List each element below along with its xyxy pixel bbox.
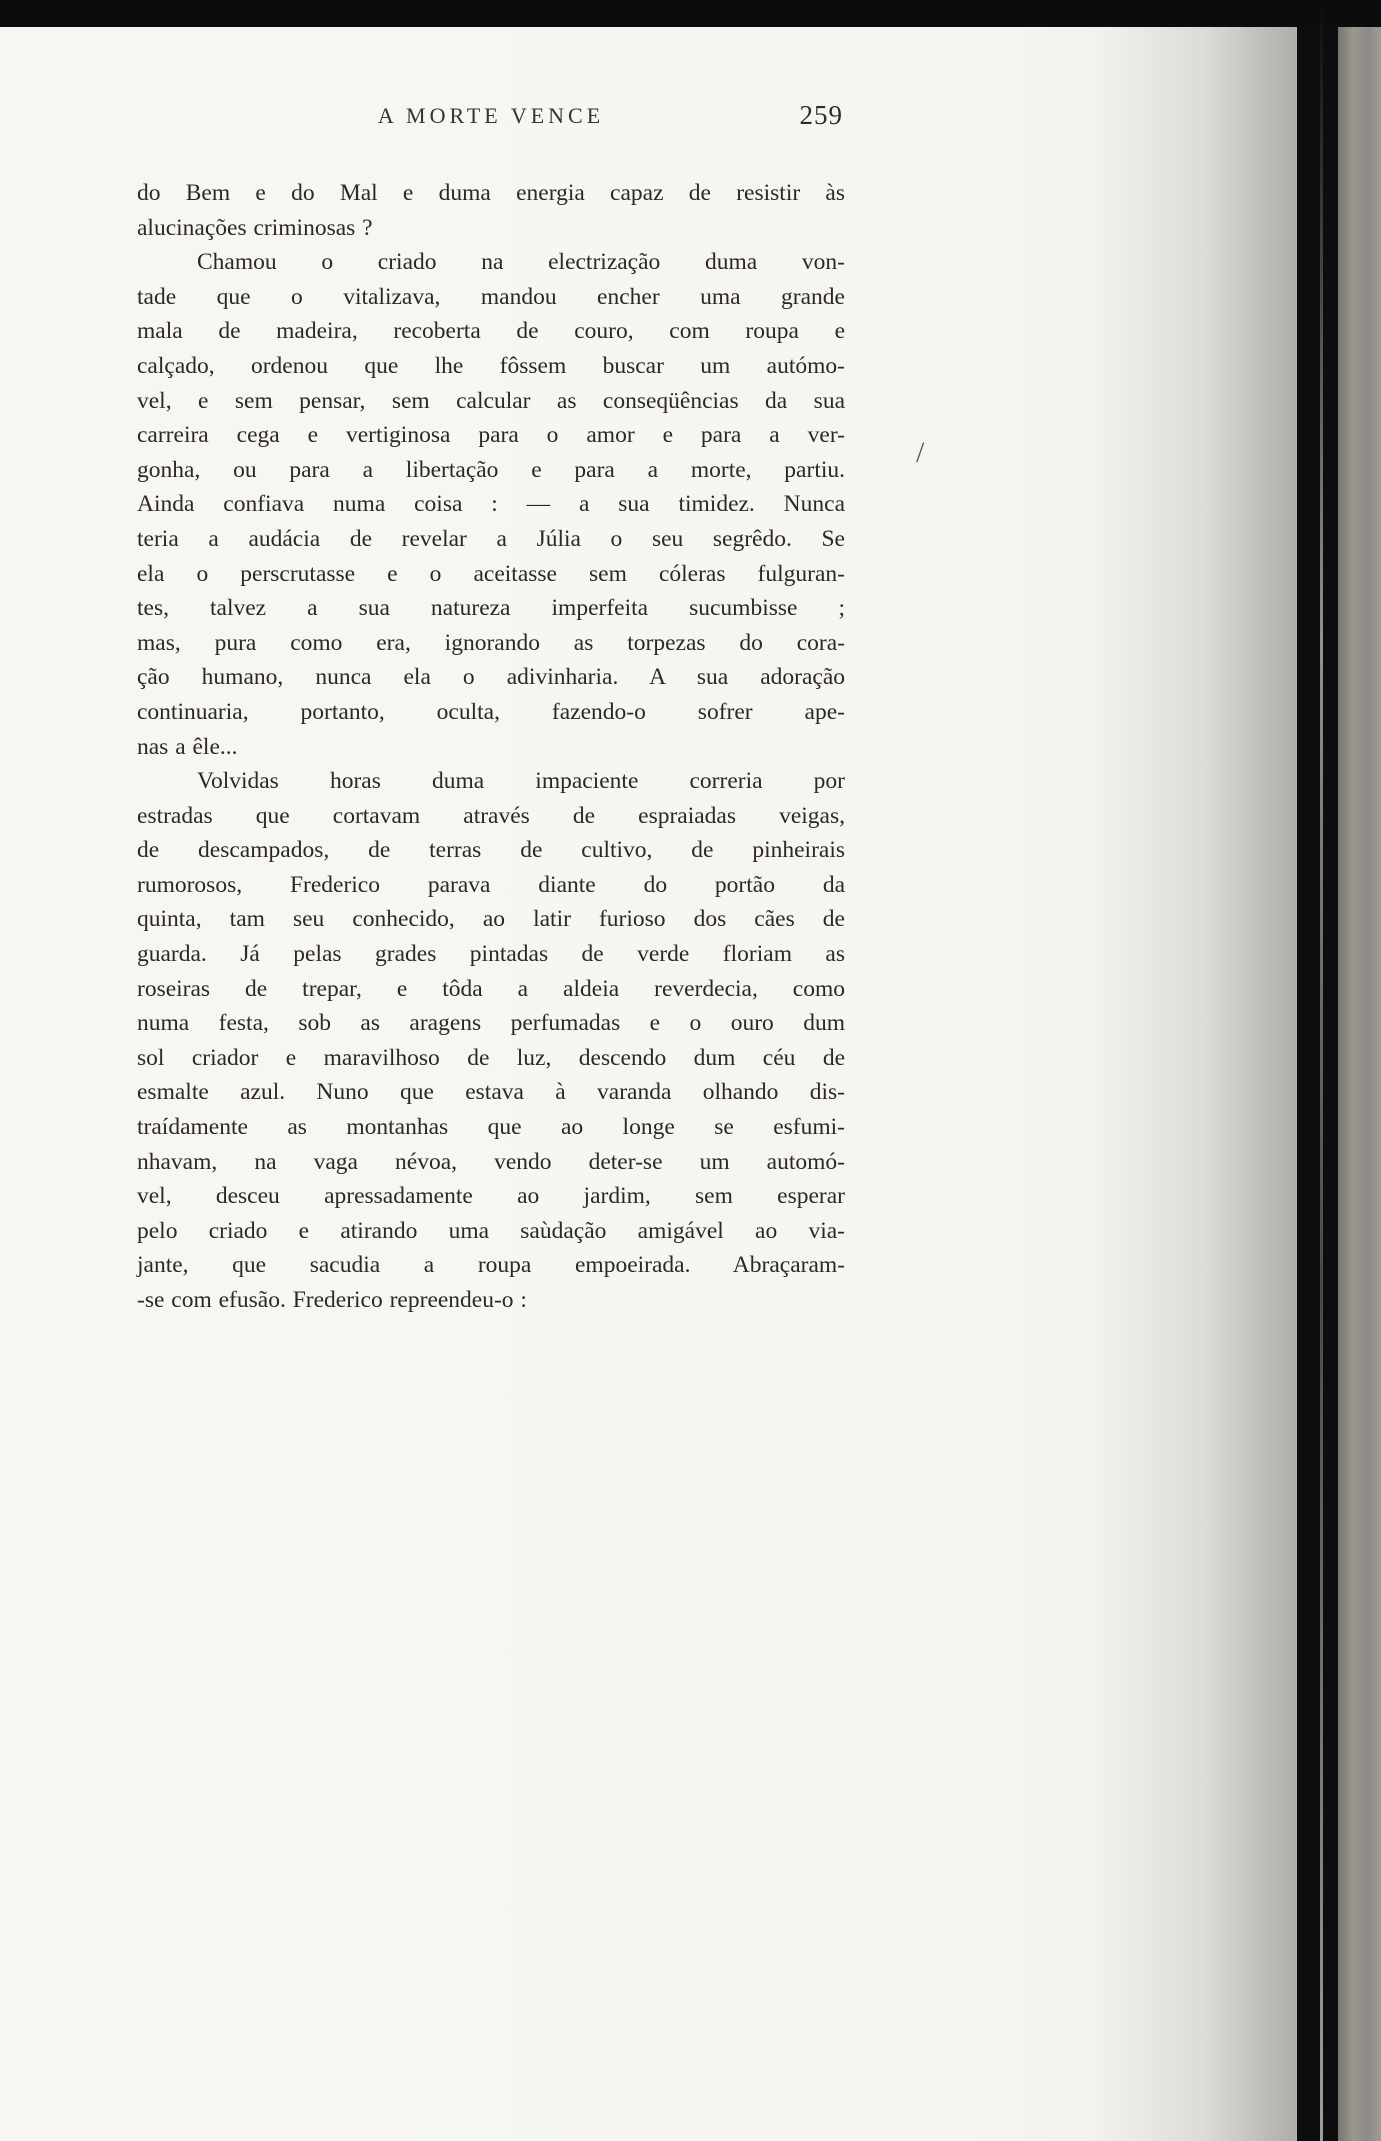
text-line: ção humano, nunca ela o adivinharia. A sua adoração xyxy=(137,664,845,691)
page-curl-shadow xyxy=(1097,0,1297,2141)
text-line: roseiras de trepar, e tôda a aldeia reverdecia, como xyxy=(137,975,845,1002)
text-line: Volvidas horas duma impaciente correria por xyxy=(197,768,845,795)
text-line: vel, e sem pensar, sem calcular as conseqüências da sua xyxy=(137,387,845,414)
text-line: gonha, ou para a libertação e para a morte, partiu. xyxy=(137,456,845,483)
text-line: estradas que cortavam através de espraiadas veigas, xyxy=(137,802,845,829)
text-line: numa festa, sob as aragens perfumadas e o ouro dum xyxy=(137,1010,845,1037)
scan-top-bar xyxy=(0,0,1381,27)
text-line: nhavam, na vaga névoa, vendo deter-se um automó- xyxy=(137,1148,845,1175)
text-line: teria a audácia de revelar a Júlia o seu segrêdo. Se xyxy=(137,525,845,552)
text-line: de descampados, de terras de cultivo, de pinheirais xyxy=(137,837,845,864)
text-line: jante, que sacudia a roupa empoeirada. Abraçaram- xyxy=(137,1252,845,1279)
running-title: A MORTE VENCE xyxy=(377,103,605,128)
text-line: guarda. Já pelas grades pintadas de verde floriam as xyxy=(137,941,845,968)
text-line: -se com efusão. Frederico repreendeu-o : xyxy=(137,1287,527,1313)
text-line: Chamou o criado na electrização duma von- xyxy=(197,249,845,276)
text-block xyxy=(137,176,845,1318)
text-line: tade que o vitalizava, mandou encher uma grande xyxy=(137,283,845,310)
text-line: alucinações criminosas ? xyxy=(137,214,373,241)
text-line: continuaria, portanto, oculta, fazendo-o sofrer ape- xyxy=(137,698,845,725)
text-line: esmalte azul. Nuno que estava à varanda olhando dis- xyxy=(137,1079,845,1106)
text-line: do Bem e do Mal e duma energia capaz de resistir às xyxy=(137,180,845,206)
text-line: nas a êle... xyxy=(137,733,238,760)
text-line: mala de madeira, recoberta de couro, com roupa e xyxy=(137,318,845,345)
stray-slash-mark: / xyxy=(916,436,925,469)
text-line: quinta, tam seu conhecido, ao latir furioso dos cães de xyxy=(137,906,845,933)
text-line: traídamente as montanhas que ao longe se esfumi- xyxy=(137,1114,845,1141)
text-line: vel, desceu apressadamente ao jardim, sem esperar xyxy=(137,1183,845,1210)
text-line: pelo criado e atirando uma saùdação amigável ao via- xyxy=(137,1217,845,1244)
scan-streak xyxy=(1320,0,1323,2141)
text-line: rumorosos, Frederico parava diante do portão da xyxy=(137,871,845,898)
text-line: sol criador e maravilhoso de luz, descendo dum céu de xyxy=(137,1044,845,1071)
text-line: carreira cega e vertiginosa para o amor e para a ver- xyxy=(137,422,845,449)
text-line: mas, pura como era, ignorando as torpezas do cora- xyxy=(137,629,845,656)
page-number: 259 xyxy=(799,100,843,130)
page-header xyxy=(137,100,845,137)
scan-right-edge xyxy=(1338,0,1381,2141)
text-line: calçado, ordenou que lhe fôssem buscar um autómo- xyxy=(137,352,845,379)
text-line: ela o perscrutasse e o aceitasse sem cóleras fulguran- xyxy=(137,560,845,587)
text-line: Ainda confiava numa coisa : — a sua timidez. Nunca xyxy=(137,491,845,518)
scan-binding-band xyxy=(1297,0,1338,2141)
text-line: tes, talvez a sua natureza imperfeita sucumbisse ; xyxy=(137,595,845,622)
